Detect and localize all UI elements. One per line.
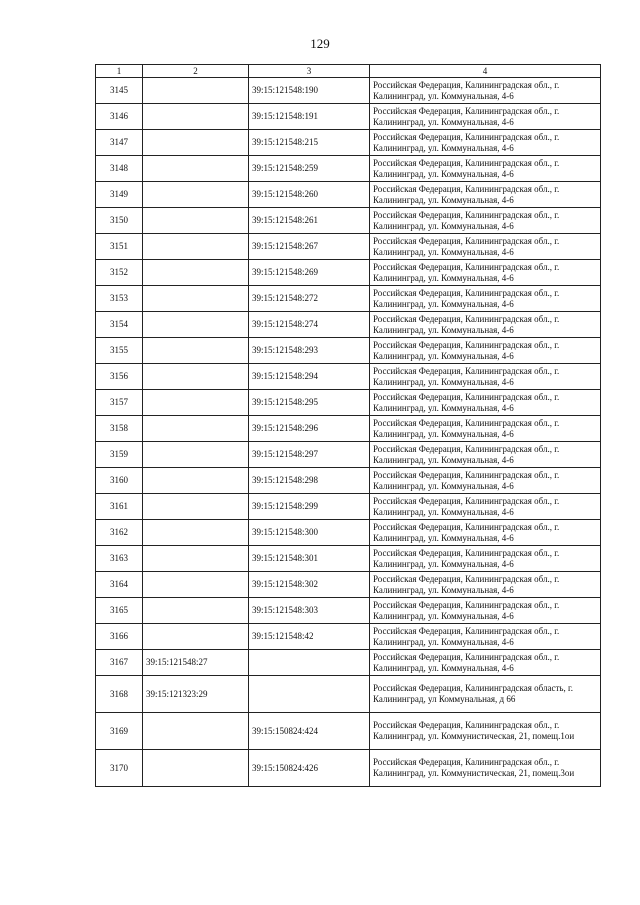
cadastral-number-cell: [143, 260, 249, 286]
cadastral-number-cell: [143, 156, 249, 182]
table-body: [96, 78, 601, 787]
cadastral-number-cell: 39:15:121548:294: [249, 364, 370, 390]
row-number-cell: 3146: [96, 104, 143, 130]
cadastral-number-cell: 39:15:121548:299: [249, 494, 370, 520]
table-row: [96, 572, 601, 598]
table-row: [96, 182, 601, 208]
cadastral-number-cell: 39:15:121548:298: [249, 468, 370, 494]
cadastral-number-cell: [143, 442, 249, 468]
cadastral-number-cell: [143, 546, 249, 572]
address-cell: Российская Федерация, Калининградская обл., г. Калининград, ул. Коммунальная, 4-6: [370, 364, 601, 390]
table-row: [96, 390, 601, 416]
cadastral-number-cell: 39:15:121548:296: [249, 416, 370, 442]
address-cell: Российская Федерация, Калининградская обл., г. Калининград, ул. Коммунальная, 4-6: [370, 390, 601, 416]
address-cell: Российская Федерация, Калининградская обл., г. Калининград, ул. Коммунальная, 4-6: [370, 182, 601, 208]
cadastral-number-cell: 39:15:121548:267: [249, 234, 370, 260]
cadastral-number-cell: [143, 390, 249, 416]
cadastral-number-cell: [143, 520, 249, 546]
table-row: [96, 286, 601, 312]
column-header: 4: [370, 65, 601, 78]
address-cell: Российская Федерация, Калининградская обл., г. Калининград, ул. Коммунальная, 4-6: [370, 234, 601, 260]
cadastral-number-cell: [143, 416, 249, 442]
table-row: [96, 312, 601, 338]
address-cell: Российская Федерация, Калининградская обл., г. Калининград, ул. Коммунальная, 4-6: [370, 572, 601, 598]
cadastral-number-cell: [143, 78, 249, 104]
table-row: [96, 650, 601, 676]
cadastral-number-cell: 39:15:121548:260: [249, 182, 370, 208]
row-number-cell: 3165: [96, 598, 143, 624]
row-number-cell: 3159: [96, 442, 143, 468]
address-cell: Российская Федерация, Калининградская обл., г. Калининград, ул. Коммунальная, 4-6: [370, 156, 601, 182]
page-number: 129: [310, 36, 330, 51]
cadastral-number-cell: [143, 338, 249, 364]
table-row: [96, 416, 601, 442]
row-number-cell: 3155: [96, 338, 143, 364]
cadastral-number-cell: [143, 713, 249, 750]
row-number-cell: 3149: [96, 182, 143, 208]
cadastral-number-cell: [143, 286, 249, 312]
cadastral-number-cell: 39:15:121548:259: [249, 156, 370, 182]
address-cell: Российская Федерация, Калининградская обл., г. Калининград, ул. Коммунальная, 4-6: [370, 442, 601, 468]
cadastral-number-cell: [249, 650, 370, 676]
row-number-cell: 3163: [96, 546, 143, 572]
row-number-cell: 3153: [96, 286, 143, 312]
cadastral-number-cell: 39:15:121548:302: [249, 572, 370, 598]
address-cell: Российская Федерация, Калининградская обл., г. Калининград, ул. Коммунальная, 4-6: [370, 598, 601, 624]
row-number-cell: 3145: [96, 78, 143, 104]
table-row: [96, 468, 601, 494]
row-number-cell: 3150: [96, 208, 143, 234]
table-row: [96, 78, 601, 104]
cadastral-number-cell: 39:15:121548:261: [249, 208, 370, 234]
cadastral-number-cell: [143, 208, 249, 234]
cadastral-number-cell: 39:15:121548:293: [249, 338, 370, 364]
row-number-cell: 3164: [96, 572, 143, 598]
row-number-cell: 3157: [96, 390, 143, 416]
address-cell: Российская Федерация, Калининградская обл., г. Калининград, ул. Коммунальная, 4-6: [370, 130, 601, 156]
row-number-cell: 3148: [96, 156, 143, 182]
row-number-cell: 3168: [96, 676, 143, 713]
address-cell: Российская Федерация, Калининградская обл., г. Калининград, ул. Коммунальная, 4-6: [370, 338, 601, 364]
cadastral-number-cell: 39:15:121548:190: [249, 78, 370, 104]
cadastral-number-cell: [249, 676, 370, 713]
table-row: [96, 260, 601, 286]
cadastral-number-cell: 39:15:121548:42: [249, 624, 370, 650]
cadastral-number-cell: [143, 494, 249, 520]
table-row: [96, 130, 601, 156]
column-number-row: [96, 65, 601, 78]
address-cell: Российская Федерация, Калининградская обл., г. Калининград, ул. Коммунальная, 4-6: [370, 208, 601, 234]
cadastral-number-cell: [143, 750, 249, 787]
row-number-cell: 3161: [96, 494, 143, 520]
row-number-cell: 3166: [96, 624, 143, 650]
row-number-cell: 3152: [96, 260, 143, 286]
cadastral-number-cell: 39:15:121548:295: [249, 390, 370, 416]
column-header: 3: [249, 65, 370, 78]
table-row: [96, 520, 601, 546]
address-cell: Российская Федерация, Калининградская обл., г. Калининград, ул. Коммунистическая, 21, помещ.1ои: [370, 713, 601, 750]
cadastral-number-cell: 39:15:121548:274: [249, 312, 370, 338]
row-number-cell: 3158: [96, 416, 143, 442]
cadastral-number-cell: 39:15:121548:27: [143, 650, 249, 676]
cadastral-number-cell: 39:15:150824:424: [249, 713, 370, 750]
table-row: [96, 624, 601, 650]
address-cell: Российская Федерация, Калининградская обл., г. Калининград, ул. Коммунальная, 4-6: [370, 494, 601, 520]
table-row: [96, 234, 601, 260]
cadastral-number-cell: [143, 364, 249, 390]
table-row: [96, 156, 601, 182]
table-row: [96, 750, 601, 787]
address-cell: Российская Федерация, Калининградская обл., г. Калининград, ул. Коммунальная, 4-6: [370, 650, 601, 676]
row-number-cell: 3151: [96, 234, 143, 260]
table-row: [96, 364, 601, 390]
cadastral-number-cell: 39:15:121548:303: [249, 598, 370, 624]
cadastral-number-cell: [143, 234, 249, 260]
row-number-cell: 3147: [96, 130, 143, 156]
address-cell: Российская Федерация, Калининградская обл., г. Калининград, ул. Коммунальная, 4-6: [370, 468, 601, 494]
cadastral-number-cell: 39:15:150824:426: [249, 750, 370, 787]
address-cell: Российская Федерация, Калининградская обл., г. Калининград, ул. Коммунальная, 4-6: [370, 416, 601, 442]
row-number-cell: 3167: [96, 650, 143, 676]
cadastral-number-cell: 39:15:121548:301: [249, 546, 370, 572]
table-row: [96, 338, 601, 364]
cadastral-number-cell: 39:15:121548:272: [249, 286, 370, 312]
address-cell: Российская Федерация, Калининградская обл., г. Калининград, ул. Коммунальная, 4-6: [370, 104, 601, 130]
cadastral-number-cell: [143, 130, 249, 156]
row-number-cell: 3156: [96, 364, 143, 390]
table-row: [96, 546, 601, 572]
cadastral-number-cell: [143, 598, 249, 624]
row-number-cell: 3154: [96, 312, 143, 338]
row-number-cell: 3160: [96, 468, 143, 494]
cadastral-number-cell: 39:15:121548:300: [249, 520, 370, 546]
address-cell: Российская Федерация, Калининградская обл., г. Калининград, ул. Коммунальная, 4-6: [370, 260, 601, 286]
row-number-cell: 3169: [96, 713, 143, 750]
table-row: [96, 208, 601, 234]
address-cell: Российская Федерация, Калининградская обл., г. Калининград, ул. Коммунальная, 4-6: [370, 286, 601, 312]
cadastral-number-cell: 39:15:121548:191: [249, 104, 370, 130]
address-cell: Российская Федерация, Калининградская обл., г. Калининград, ул. Коммунальная, 4-6: [370, 78, 601, 104]
address-cell: Российская Федерация, Калининградская обл., г. Калининград, ул. Коммунистическая, 21, помещ.3ои: [370, 750, 601, 787]
column-header: 1: [96, 65, 143, 78]
row-number-cell: 3162: [96, 520, 143, 546]
address-cell: Российская Федерация, Калининградская область, г. Калининград, ул Коммунальная, д 66: [370, 676, 601, 713]
cadastral-number-cell: 39:15:121323:29: [143, 676, 249, 713]
table-row: [96, 676, 601, 713]
column-header: 2: [143, 65, 249, 78]
cadastral-number-cell: [143, 182, 249, 208]
table-row: [96, 442, 601, 468]
registry-table: [95, 64, 601, 787]
cadastral-number-cell: [143, 312, 249, 338]
cadastral-number-cell: 39:15:121548:215: [249, 130, 370, 156]
cadastral-number-cell: [143, 572, 249, 598]
table-row: [96, 713, 601, 750]
table-row: [96, 598, 601, 624]
row-number-cell: 3170: [96, 750, 143, 787]
address-cell: Российская Федерация, Калининградская обл., г. Калининград, ул. Коммунальная, 4-6: [370, 546, 601, 572]
cadastral-number-cell: [143, 624, 249, 650]
address-cell: Российская Федерация, Калининградская обл., г. Калининград, ул. Коммунальная, 4-6: [370, 520, 601, 546]
address-cell: Российская Федерация, Калининградская обл., г. Калининград, ул. Коммунальная, 4-6: [370, 312, 601, 338]
cadastral-number-cell: [143, 468, 249, 494]
table-row: [96, 494, 601, 520]
cadastral-number-cell: 39:15:121548:269: [249, 260, 370, 286]
table-row: [96, 104, 601, 130]
address-cell: Российская Федерация, Калининградская обл., г. Калининград, ул. Коммунальная, 4-6: [370, 624, 601, 650]
cadastral-number-cell: [143, 104, 249, 130]
cadastral-number-cell: 39:15:121548:297: [249, 442, 370, 468]
